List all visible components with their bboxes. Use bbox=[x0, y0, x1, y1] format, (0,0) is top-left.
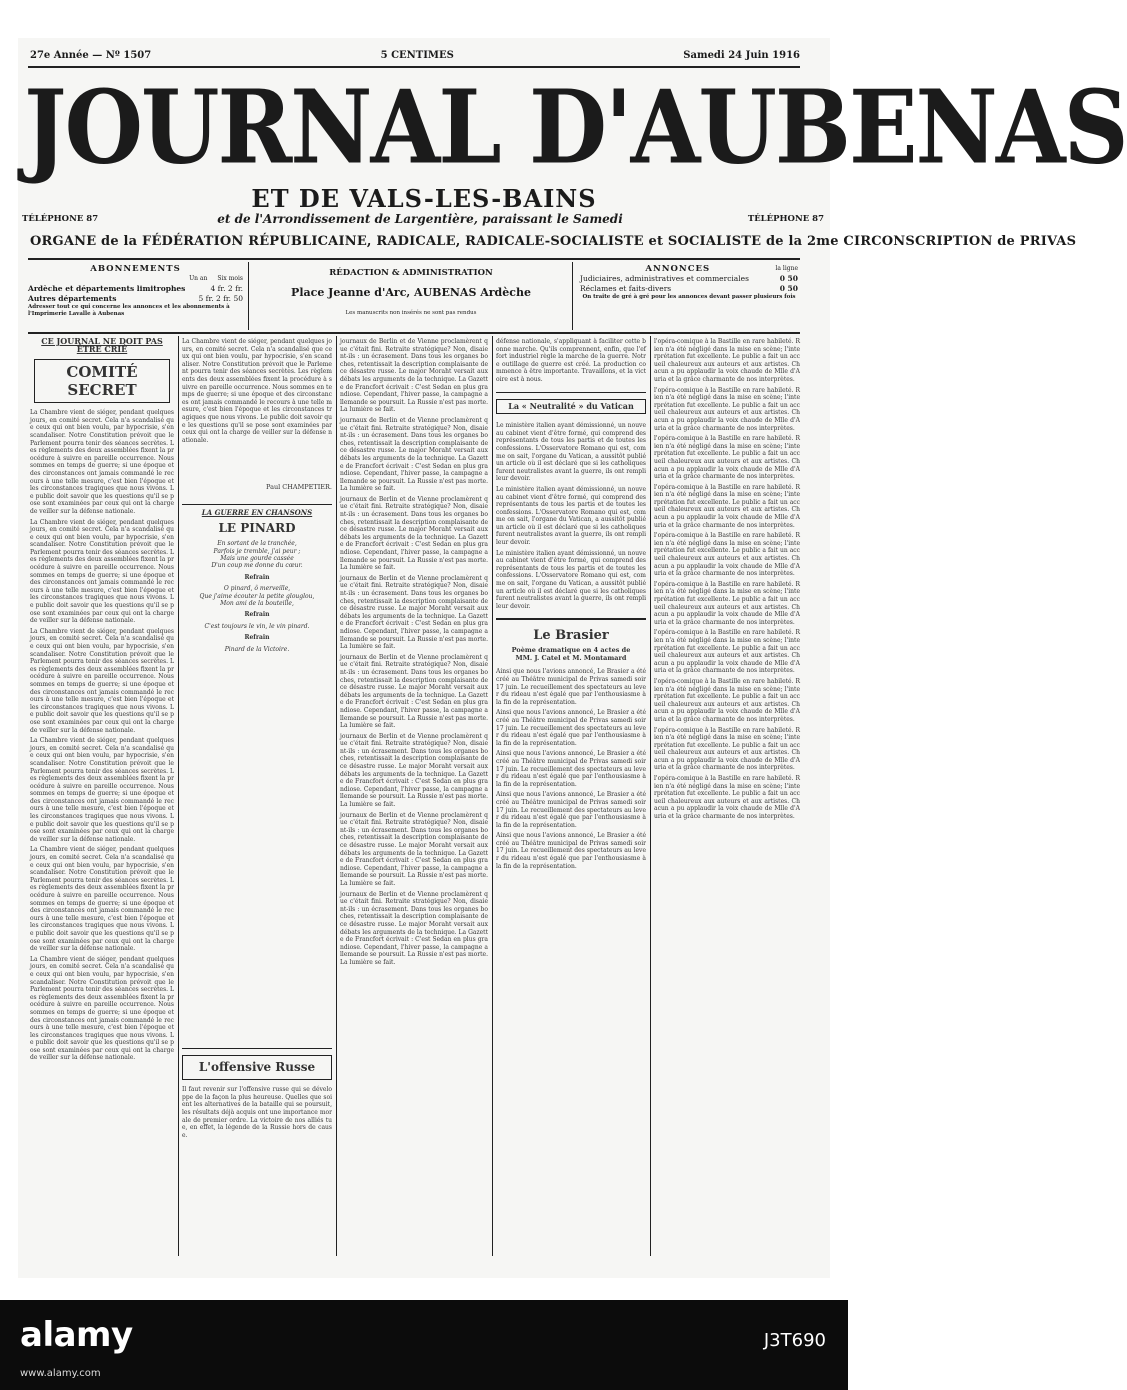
offensive-russe-title: L'offensive Russe bbox=[198, 1060, 316, 1075]
banner-no-cry: CE JOURNAL NE DOIT PAS ÊTRE CRIÉ bbox=[41, 336, 163, 354]
offensive-continued-text: journaux de Berlin et de Vienne proclamèrent que c'était fini. Retraite stratégique? Non, disaient-ils : un écrasement. Dans tous les organes boches, retentissait la description complaisante de ce désastre russe. Le major Moraht versait aux débats les arguments de la technique. La Gazette de Francfort écrivait : C'est Sedan en plus grandiose. Cependant, l'hiver passe, la campagne allemande se poursuit. La Russie n'est pas morte. La lumière se fait. bbox=[340, 574, 488, 651]
abonnements-box bbox=[28, 264, 243, 318]
pinard-poem: En sortant de la tranchée, Parfois je tremble, j'ai peur ; Mais une gourde cassée D'un coup me donne du cœur. Refrain O pinard, ô merveille, Que j'aime écouter la petite glouglou, Mon ami de la bouteille, Refrain C'est toujours le vin, le vin pinard. Refrain Pinard de la Victoire. bbox=[199, 540, 315, 653]
offensive-continued-text: journaux de Berlin et de Vienne proclamèrent que c'était fini. Retraite stratégique? Non, disaient-ils : un écrasement. Dans tous les organes boches, retentissait la description complaisante de ce désastre russe. Le major Moraht versait aux débats les arguments de la technique. La Gazette de Francfort écrivait : C'est Sedan en plus grandiose. Cependant, l'hiver passe, la campagne allemande se poursuit. La Russie n'est pas morte. La lumière se fait. bbox=[340, 811, 488, 887]
brasier-review-text: l'opéra-comique à la Bastille en rare habileté. Rien n'a été négligé dans la mise en scène; l'interprétation fut excellente. Le public a fait un accueil chaleureux aux auteurs et aux artistes. Chacun a pu applaudir la voix chaude de Mlle d'Auria et la grâce charmante de nos interprètes. bbox=[654, 338, 800, 383]
brasier-review-text: l'opéra-comique à la Bastille en rare habileté. Rien n'a été négligé dans la mise en scène; l'interprétation fut excellente. Le public a fait un accueil chaleureux aux auteurs et aux artistes. Chacun a pu applaudir la voix chaude de Mlle d'Auria et la grâce charmante de nos interprètes. bbox=[654, 483, 800, 529]
comite-secret-text-continued: La Chambre vient de siéger, pendant quelques jours, en comité secret. Cela n'a scandalisé que ceux qui ont bien voulu, par hypocrisie, s'en scandaliser. Notre Constitution prévoit que le Parlement pourra tenir des séances secrètes. Les règlements des deux assemblées fixent la procédure à suivre en pareille occurrence. Nous sommes en temps de guerre; si une époque et des circonstances ont jamais commandé le recours à une telle mesure, c'est bien l'époque et les circonstances tragiques que nous vivons. Le public doit savoir que les questions qu'il se pose sont examinées par ceux qui ont la charge de veiller sur la défense nationale. bbox=[30, 518, 174, 625]
brasier-review-text: l'opéra-comique à la Bastille en rare habileté. Rien n'a été négligé dans la mise en scène; l'interprétation fut excellente. Le public a fait un accueil chaleureux aux auteurs et aux artistes. Chacun a pu applaudir la voix chaude de Mlle d'Auria et la grâce charmante de nos interprètes. bbox=[654, 580, 800, 626]
abonnements-row: Ardèche et départements limitrophes 4 fr. 2 fr. bbox=[28, 284, 243, 293]
offensive-russe-text: Il faut revenir sur l'offensive russe qui se développe de la façon la plus heureuse. Quelles que soient les alternatives de la bataille qui se poursuit, les résultats déjà acquis ont une importance morale de premier ordre. La victoire de nos alliés tue, en effet, la légende de la Russie hors de cause. bbox=[182, 1086, 332, 1139]
annonces-row: Réclames et faits-divers 0 50 bbox=[580, 284, 798, 293]
column-1 bbox=[30, 338, 174, 1258]
abonnements-col-half: Six mois bbox=[217, 275, 243, 282]
offensive-continued-text: journaux de Berlin et de Vienne proclamèrent que c'était fini. Retraite stratégique? Non, disaient-ils : un écrasement. Dans tous les organes boches, retentissait la description complaisante de ce désastre russe. Le major Moraht versait aux débats les arguments de la technique. La Gazette de Francfort écrivait : C'est Sedan en plus grandiose. Cependant, l'hiver passe, la campagne allemande se poursuit. La Russie n'est pas morte. La lumière se fait. bbox=[340, 338, 488, 414]
issue-number: 27e Année — Nº 1507 bbox=[30, 50, 152, 61]
defense-text: défense nationale, s'appliquant à faciliter cette bonne marche. Qu'ils comprennent, enfin, que l'effort industriel règle la marche de la guerre. Notre outillage de guerre est créé. La production commence à être importante. Travaillons, et la victoire est à nous. bbox=[496, 338, 646, 383]
brasier-review-text: l'opéra-comique à la Bastille en rare habileté. Rien n'a été négligé dans la mise en scène; l'interprétation fut excellente. Le public a fait un accueil chaleureux aux auteurs et aux artistes. Chacun a pu applaudir la voix chaude de Mlle d'Auria et la grâce charmante de nos interprètes. bbox=[654, 435, 800, 481]
offensive-continued-text: journaux de Berlin et de Vienne proclamèrent que c'était fini. Retraite stratégique? Non, disaient-ils : un écrasement. Dans tous les organes boches, retentissait la description complaisante de ce désastre russe. Le major Moraht versait aux débats les arguments de la technique. La Gazette de Francfort écrivait : C'est Sedan en plus grandiose. Cependant, l'hiver passe, la campagne allemande se poursuit. La Russie n'est pas morte. La lumière se fait. bbox=[340, 890, 488, 966]
brasier-review-text: l'opéra-comique à la Bastille en rare habileté. Rien n'a été négligé dans la mise en scène; l'interprétation fut excellente. Le public a fait un accueil chaleureux aux auteurs et aux artistes. Chacun a pu applaudir la voix chaude de Mlle d'Auria et la grâce charmante de nos interprètes. bbox=[654, 532, 800, 578]
comite-secret-text-continued: La Chambre vient de siéger, pendant quelques jours, en comité secret. Cela n'a scandalisé que ceux qui ont bien voulu, par hypocrisie, s'en scandaliser. Notre Constitution prévoit que le Parlement pourra tenir des séances secrètes. Les règlements des deux assemblées fixent la procédure à suivre en pareille occurrence. Nous sommes en temps de guerre; si une époque et des circonstances ont jamais commandé le recours à une telle mesure, c'est bien l'époque et les circonstances tragiques que nous vivons. Le public doit savoir que les questions qu'il se pose sont examinées par ceux qui ont la charge de veiller sur la défense nationale. bbox=[30, 737, 174, 843]
column-divider bbox=[336, 336, 337, 1256]
column-4 bbox=[496, 338, 646, 1258]
comite-secret-text-continued: La Chambre vient de siéger, pendant quelques jours, en comité secret. Cela n'a scandalisé que ceux qui ont bien voulu, par hypocrisie, s'en scandaliser. Notre Constitution prévoit que le Parlement pourra tenir des séances secrètes. Les règlements des deux assemblées fixent la procédure à suivre en pareille occurrence. Nous sommes en temps de guerre; si une époque et des circonstances ont jamais commandé le recours à une telle mesure, c'est bien l'époque et les circonstances tragiques que nous vivons. Le public doit savoir que les questions qu'il se pose sont examinées par ceux qui ont la charge de veiller sur la défense nationale. bbox=[30, 955, 174, 1062]
comite-secret-title: COMITÉ SECRET bbox=[66, 363, 138, 400]
abonnements-col-year: Un an bbox=[189, 275, 208, 282]
issue-line bbox=[30, 50, 800, 61]
abonnements-title: ABONNEMENTS bbox=[90, 264, 181, 274]
column-2 bbox=[182, 338, 332, 1258]
organe-rule bbox=[28, 258, 800, 260]
column-divider bbox=[178, 336, 179, 1256]
comite-secret-text: La Chambre vient de siéger, pendant quelques jours, en comité secret. Cela n'a scandalisé que ceux qui ont bien voulu, par hypocrisie, s'en scandaliser. Notre Constitution prévoit que le Parlement pourra tenir des séances secrètes. Les règlements des deux assemblées fixent la procédure à suivre en pareille occurrence. Nous sommes en temps de guerre; si une époque et des circonstances ont jamais commandé le recours à une telle mesure, c'est bien l'époque et les circonstances tragiques que nous vivons. Le public doit savoir que les questions qu'il se pose sont examinées par ceux qui ont la charge de veiller sur la défense nationale. bbox=[30, 409, 174, 515]
issue-date: Samedi 24 Juin 1916 bbox=[683, 50, 800, 61]
brasier-text: Ainsi que nous l'avions annoncé, Le Brasier a été créé au Théâtre municipal de Privas samedi soir 17 juin. Le recueillement des spectateurs au lever du rideau n'est égalé que par l'enthousiasme à la fin de la représentation. bbox=[496, 668, 646, 706]
masthead-title: JOURNAL D'AUBENAS bbox=[24, 68, 1127, 188]
stock-image-id: J3T690 bbox=[763, 1330, 826, 1351]
brasier-review-text: l'opéra-comique à la Bastille en rare habileté. Rien n'a été négligé dans la mise en scène; l'interprétation fut excellente. Le public a fait un accueil chaleureux aux auteurs et aux artistes. Chacun a pu applaudir la voix chaude de Mlle d'Auria et la grâce charmante de nos interprètes. bbox=[654, 629, 800, 675]
annonces-box: ANNONCES la ligne Judiciaires, administratives et commerciales 0 50 Réclames et faits-divers 0 50 On traite de gré à gré pour les annonces devant passer plusieurs fois bbox=[580, 264, 798, 300]
offensive-continued-text: journaux de Berlin et de Vienne proclamèrent que c'était fini. Retraite stratégique? Non, disaient-ils : un écrasement. Dans tous les organes boches, retentissait la description complaisante de ce désastre russe. Le major Moraht versait aux débats les arguments de la technique. La Gazette de Francfort écrivait : C'est Sedan en plus grandiose. Cependant, l'hiver passe, la campagne allemande se poursuit. La Russie n'est pas morte. La lumière se fait. bbox=[340, 732, 488, 809]
redaction-title: RÉDACTION & ADMINISTRATION bbox=[329, 268, 493, 278]
comite-secret-text-continued: La Chambre vient de siéger, pendant quelques jours, en comité secret. Cela n'a scandalisé que ceux qui ont bien voulu, par hypocrisie, s'en scandaliser. Notre Constitution prévoit que le Parlement pourra tenir des séances secrètes. Les règlements des deux assemblées fixent la procédure à suivre en pareille occurrence. Nous sommes en temps de guerre; si une époque et des circonstances ont jamais commandé le recours à une telle mesure, c'est bien l'époque et les circonstances tragiques que nous vivons. Le public doit savoir que les questions qu'il se pose sont examinées par ceux qui ont la charge de veiller sur la défense nationale. bbox=[30, 846, 174, 953]
comite-secret-end-text: La Chambre vient de siéger, pendant quelques jours, en comité secret. Cela n'a scandalisé que ceux qui ont bien voulu, par hypocrisie, s'en scandaliser. Notre Constitution prévoit que le Parlement pourra tenir des séances secrètes. Les règlements des deux assemblées fixent la procédure à suivre en pareille occurrence. Nous sommes en temps de guerre; si une époque et des circonstances ont jamais commandé le recours à une telle mesure, c'est bien l'époque et les circonstances tragiques que nous vivons. Le public doit savoir que les questions qu'il se pose sont examinées par ceux qui ont la charge de veiller sur la défense nationale. bbox=[182, 338, 332, 444]
offensive-continued-text: journaux de Berlin et de Vienne proclamèrent que c'était fini. Retraite stratégique? Non, disaient-ils : un écrasement. Dans tous les organes boches, retentissait la description complaisante de ce désastre russe. Le major Moraht versait aux débats les arguments de la technique. La Gazette de Francfort écrivait : C'est Sedan en plus grandiose. Cependant, l'hiver passe, la campagne allemande se poursuit. La Russie n'est pas morte. La lumière se fait. bbox=[340, 416, 488, 493]
box-divider bbox=[572, 262, 573, 330]
neutralite-text-continued: Le ministère italien ayant démissionné, un nouveau cabinet vient d'être formé, qui comprend des représentants de tous les partis et de toutes les confessions. L'Osservatore Romano qui est, comme on sait, l'organe du Vatican, a aussitôt publié un article où il est déclaré que si les catholiques furent neutralistes avant la guerre, ils ont rempli leur devoir. bbox=[496, 485, 646, 547]
brasier-text-continued: Ainsi que nous l'avions annoncé, Le Brasier a été créé au Théâtre municipal de Privas samedi soir 17 juin. Le recueillement des spectateurs au lever du rideau n'est égalé que par l'enthousiasme à la fin de la représentation. bbox=[496, 750, 646, 788]
brasier-title: Le Brasier bbox=[533, 628, 609, 644]
alamy-logo: alamy bbox=[20, 1315, 133, 1355]
neutralite-text: Le ministère italien ayant démissionné, un nouveau cabinet vient d'être formé, qui comprend des représentants de tous les partis et de toutes les confessions. L'Osservatore Romano qui est, comme on sait, l'organe du Vatican, a aussitôt publié un article où il est déclaré que si les catholiques furent neutralistes avant la guerre, ils ont rempli leur devoir. bbox=[496, 422, 646, 483]
redaction-box bbox=[256, 268, 566, 318]
telephone-left: TÉLÉPHONE 87 bbox=[22, 214, 99, 224]
arrondissement-line: et de l'Arrondissement de Largentière, paraissant le Samedi bbox=[217, 212, 623, 226]
annonces-note: On traite de gré à gré pour les annonces devant passer plusieurs fois bbox=[582, 294, 796, 300]
boxes-rule bbox=[28, 332, 800, 334]
abonnements-note: Adresser tout ce qui concerne les annonces et les abonnements à l'Imprimerie Lavalle à Aubenas bbox=[28, 304, 230, 317]
brasier-subtitle: Poème dramatique en 4 actes de MM. J. Catel et M. Montamard bbox=[511, 646, 631, 663]
telephone-right: TÉLÉPHONE 87 bbox=[747, 214, 824, 224]
organe-line: ORGANE de la FÉDÉRATION RÉPUBLICAINE, RADICALE, RADICALE-SOCIALISTE et SOCIALISTE de la 2me CIRCONSCRIPTION de PRIVAS bbox=[30, 234, 1077, 249]
column-divider bbox=[650, 336, 651, 1256]
brasier-review-text: l'opéra-comique à la Bastille en rare habileté. Rien n'a été négligé dans la mise en scène; l'interprétation fut excellente. Le public a fait un accueil chaleureux aux auteurs et aux artistes. Chacun a pu applaudir la voix chaude de Mlle d'Auria et la grâce charmante de nos interprètes. bbox=[654, 677, 800, 723]
annonces-row: Judiciaires, administratives et commerciales 0 50 bbox=[580, 274, 798, 283]
annonces-title: ANNONCES bbox=[645, 264, 711, 274]
column-5 bbox=[654, 338, 800, 1258]
abonnements-row: Autres départements 5 fr. 2 fr. 50 bbox=[28, 294, 243, 303]
brasier-review-text: l'opéra-comique à la Bastille en rare habileté. Rien n'a été négligé dans la mise en scène; l'interprétation fut excellente. Le public a fait un accueil chaleureux aux auteurs et aux artistes. Chacun a pu applaudir la voix chaude de Mlle d'Auria et la grâce charmante de nos interprètes. bbox=[654, 726, 800, 772]
masthead-subtitle: ET DE VALS-LES-BAINS bbox=[251, 184, 597, 213]
stock-url: www.alamy.com bbox=[20, 1368, 101, 1379]
brasier-text-continued: Ainsi que nous l'avions annoncé, Le Brasier a été créé au Théâtre municipal de Privas samedi soir 17 juin. Le recueillement des spectateurs au lever du rideau n'est égalé que par l'enthousiasme à la fin de la représentation. bbox=[496, 791, 646, 829]
guerre-chansons-heading: LA GUERRE EN CHANSONS bbox=[201, 507, 313, 517]
column-3 bbox=[340, 338, 488, 1258]
brasier-review-text: l'opéra-comique à la Bastille en rare habileté. Rien n'a été négligé dans la mise en scène; l'interprétation fut excellente. Le public a fait un accueil chaleureux aux auteurs et aux artistes. Chacun a pu applaudir la voix chaude de Mlle d'Auria et la grâce charmante de nos interprètes. bbox=[654, 386, 800, 432]
offensive-continued-text: journaux de Berlin et de Vienne proclamèrent que c'était fini. Retraite stratégique? Non, disaient-ils : un écrasement. Dans tous les organes boches, retentissait la description complaisante de ce désastre russe. Le major Moraht versait aux débats les arguments de la technique. La Gazette de Francfort écrivait : C'est Sedan en plus grandiose. Cependant, l'hiver passe, la campagne allemande se poursuit. La Russie n'est pas morte. La lumière se fait. bbox=[340, 495, 488, 572]
brasier-text-continued: Ainsi que nous l'avions annoncé, Le Brasier a été créé au Théâtre municipal de Privas samedi soir 17 juin. Le recueillement des spectateurs au lever du rideau n'est égalé que par l'enthousiasme à la fin de la représentation. bbox=[496, 832, 646, 870]
article-signature: Paul CHAMPETIER. bbox=[265, 483, 332, 491]
column-divider bbox=[492, 336, 493, 1256]
offensive-continued-text: journaux de Berlin et de Vienne proclamèrent que c'était fini. Retraite stratégique? Non, disaient-ils : un écrasement. Dans tous les organes boches, retentissait la description complaisante de ce désastre russe. Le major Moraht versait aux débats les arguments de la technique. La Gazette de Francfort écrivait : C'est Sedan en plus grandiose. Cependant, l'hiver passe, la campagne allemande se poursuit. La Russie n'est pas morte. La lumière se fait. bbox=[340, 653, 488, 730]
neutralite-text-continued: Le ministère italien ayant démissionné, un nouveau cabinet vient d'être formé, qui comprend des représentants de tous les partis et de toutes les confessions. L'Osservatore Romano qui est, comme on sait, l'organe du Vatican, a aussitôt publié un article où il est déclaré que si les catholiques furent neutralistes avant la guerre, ils ont rempli leur devoir. bbox=[496, 549, 646, 610]
pinard-title: LE PINARD bbox=[218, 521, 296, 536]
neutralite-title: La « Neutralité » du Vatican bbox=[508, 400, 634, 411]
box-divider bbox=[248, 262, 249, 330]
issue-price: 5 CENTIMES bbox=[380, 50, 454, 61]
redaction-address: Place Jeanne d'Arc, AUBENAS Ardèche bbox=[291, 286, 531, 299]
brasier-review-text: l'opéra-comique à la Bastille en rare habileté. Rien n'a été négligé dans la mise en scène; l'interprétation fut excellente. Le public a fait un accueil chaleureux aux auteurs et aux artistes. Chacun a pu applaudir la voix chaude de Mlle d'Auria et la grâce charmante de nos interprètes. bbox=[654, 775, 800, 821]
brasier-text-continued: Ainsi que nous l'avions annoncé, Le Brasier a été créé au Théâtre municipal de Privas samedi soir 17 juin. Le recueillement des spectateurs au lever du rideau n'est égalé que par l'enthousiasme à la fin de la représentation. bbox=[496, 709, 646, 747]
comite-secret-text-continued: La Chambre vient de siéger, pendant quelques jours, en comité secret. Cela n'a scandalisé que ceux qui ont bien voulu, par hypocrisie, s'en scandaliser. Notre Constitution prévoit que le Parlement pourra tenir des séances secrètes. Les règlements des deux assemblées fixent la procédure à suivre en pareille occurrence. Nous sommes en temps de guerre; si une époque et des circonstances ont jamais commandé le recours à une telle mesure, c'est bien l'époque et les circonstances tragiques que nous vivons. Le public doit savoir que les questions qu'il se pose sont examinées par ceux qui ont la charge de veiller sur la défense nationale. bbox=[30, 627, 174, 734]
redaction-note: Les manuscrits non insérés ne sont pas rendus bbox=[345, 310, 477, 316]
